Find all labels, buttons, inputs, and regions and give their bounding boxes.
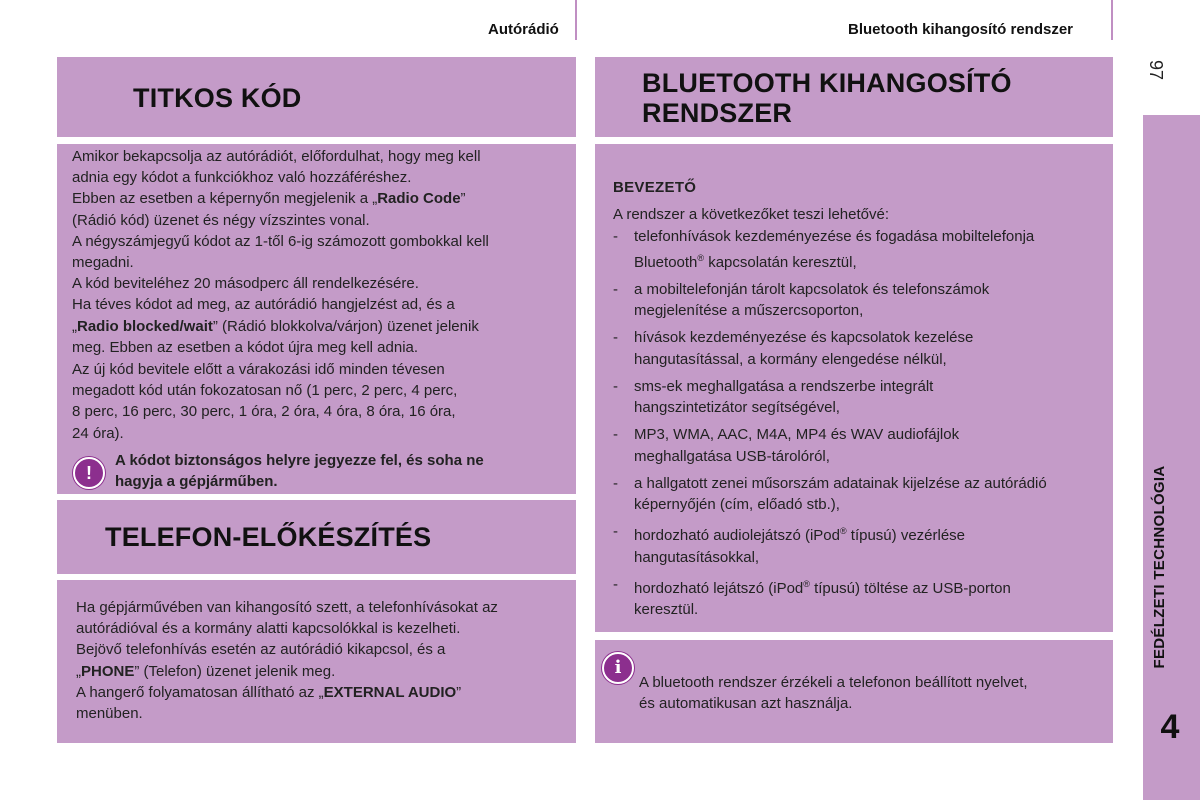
list-item: - telefonhívások kezdeményezése és fogadása mobiltelefonja Bluetooth® kapcsolatán keresztül,	[613, 226, 1113, 272]
phone-prep-title: TELEFON-ELŐKÉSZÍTÉS	[105, 522, 432, 552]
list-item: - a mobiltelefonján tárolt kapcsolatok és telefonszámok megjelenítése a műszercsoporton,	[613, 279, 1113, 321]
registered-mark: ®	[697, 252, 705, 263]
external-audio-menu: EXTERNAL AUDIO	[323, 683, 457, 701]
phone-prep-title-panel	[57, 500, 576, 574]
text-line: A kód beviteléhez 20 másodperc áll rendelkezésére.	[72, 275, 419, 293]
text-line: Ha gépjárművében van kihangosító szett, a telefonhívásokat az	[76, 599, 498, 616]
radio-code-message: Radio Code	[377, 190, 461, 208]
info-line: és automatikusan azt használja.	[639, 695, 853, 713]
header-divider-left	[575, 0, 577, 40]
text-line: A hangerő folyamatosan állítható az „EXTERNAL AUDIO”	[76, 683, 462, 701]
page-number: 97	[1146, 59, 1166, 81]
list-item: - sms-ek meghallgatása a rendszerbe integrált hangszintetizátor segítségével,	[613, 376, 1113, 418]
list-item: - a hallgatott zenei műsorszám adatainak kijelzése az autórádió képernyőjén (cím, előadó stb.),	[613, 473, 1113, 515]
text-line: 24 óra).	[72, 424, 124, 442]
text-line: Ha téves kódot ad meg, az autórádió hangjelzést ad, és a	[72, 296, 455, 314]
text-line: (Rádió kód) üzenet és négy vízszintes vonal.	[72, 211, 370, 229]
text-line: adnia egy kódot a funkciókhoz való hozzáféréshez.	[72, 169, 412, 187]
info-note	[639, 672, 1028, 714]
text-line: Bejövő telefonhívás esetén az autórádió kikapcsol, és a	[76, 641, 446, 659]
text-line: megadni.	[72, 254, 134, 272]
text-line: A négyszámjegyű kódot az 1-től 6-ig számozott gombokkal kell	[72, 232, 489, 250]
phone-prep-panel	[57, 580, 576, 743]
chapter-number: 4	[1160, 708, 1180, 746]
bluetooth-info-panel	[595, 640, 1113, 743]
warning-line: A kódot biztonságos helyre jegyezze fel, és soha ne	[115, 452, 484, 469]
text-line: Az új kód bevitele előtt a várakozási idő minden tévesen	[72, 361, 445, 379]
chapter-title: FEDÉLZETI TECHNOLÓGIA	[1151, 465, 1168, 669]
list-item: - hordozható audiolejátszó (iPod® típusú) vezérlése hangutasításokkal,	[613, 521, 1113, 567]
info-icon: i	[602, 652, 634, 684]
warning-icon: !	[73, 457, 105, 489]
bluetooth-title-line: BLUETOOTH KIHANGOSÍTÓ	[642, 68, 1012, 98]
registered-mark: ®	[803, 578, 810, 589]
text-line: 8 perc, 16 perc, 30 perc, 1 óra, 2 óra, 4 óra, 8 óra, 16 óra,	[72, 403, 456, 421]
list-item: - hordozható lejátszó (iPod® típusú) töltése az USB-porton keresztül.	[613, 574, 1113, 620]
secret-code-panel	[57, 144, 576, 494]
header-divider-right	[1111, 0, 1113, 40]
bluetooth-title-line: RENDSZER	[642, 98, 793, 128]
section-subtitle: BEVEZETŐ	[613, 179, 697, 196]
text-line: „PHONE” (Telefon) üzenet jelenik meg.	[76, 662, 336, 680]
text-line: menüben.	[76, 705, 143, 723]
text-line: autórádióval és a kormány alatti kapcsolókkal is kezelheti.	[76, 620, 461, 638]
feature-list	[613, 226, 1113, 620]
radio-blocked-message: Radio blocked/wait	[77, 317, 213, 335]
bluetooth-intro-panel	[595, 144, 1113, 632]
header-section-right: Bluetooth kihangosító rendszer	[848, 21, 1074, 38]
warning-line: hagyja a gépjárműben.	[115, 473, 278, 491]
header-section-left: Autórádió	[488, 21, 559, 38]
bluetooth-title-panel	[595, 57, 1113, 137]
text-line: meg. Ebben az esetben a kódot újra meg kell adnia.	[72, 338, 419, 356]
intro-line: A rendszer a következőket teszi lehetővé:	[613, 206, 889, 224]
bluetooth-title	[642, 68, 1012, 128]
phone-message: PHONE	[81, 662, 135, 680]
list-item: - MP3, WMA, AAC, M4A, MP4 és WAV audiofájlok meghallgatása USB-tárolóról,	[613, 424, 1113, 466]
warning-note	[115, 450, 484, 492]
secret-code-title: TITKOS KÓD	[133, 83, 302, 113]
text-line: Ebben az esetben a képernyőn megjelenik a „Radio Code”	[72, 190, 466, 208]
secret-code-title-panel	[57, 57, 576, 137]
list-item: - hívások kezdeményezése és kapcsolatok kezelése hangutasítással, a kormány elengedése nélkül,	[613, 327, 1113, 369]
text-line: Amikor bekapcsolja az autórádiót, előfordulhat, hogy meg kell	[72, 148, 481, 165]
text-line: megadott kód után fokozatosan nő (1 perc, 2 perc, 4 perc,	[72, 382, 458, 400]
info-line: A bluetooth rendszer érzékeli a telefonon beállított nyelvet,	[639, 674, 1028, 691]
registered-mark: ®	[839, 526, 847, 537]
text-line: „Radio blocked/wait” (Rádió blokkolva/várjon) üzenet jelenik	[72, 317, 479, 335]
